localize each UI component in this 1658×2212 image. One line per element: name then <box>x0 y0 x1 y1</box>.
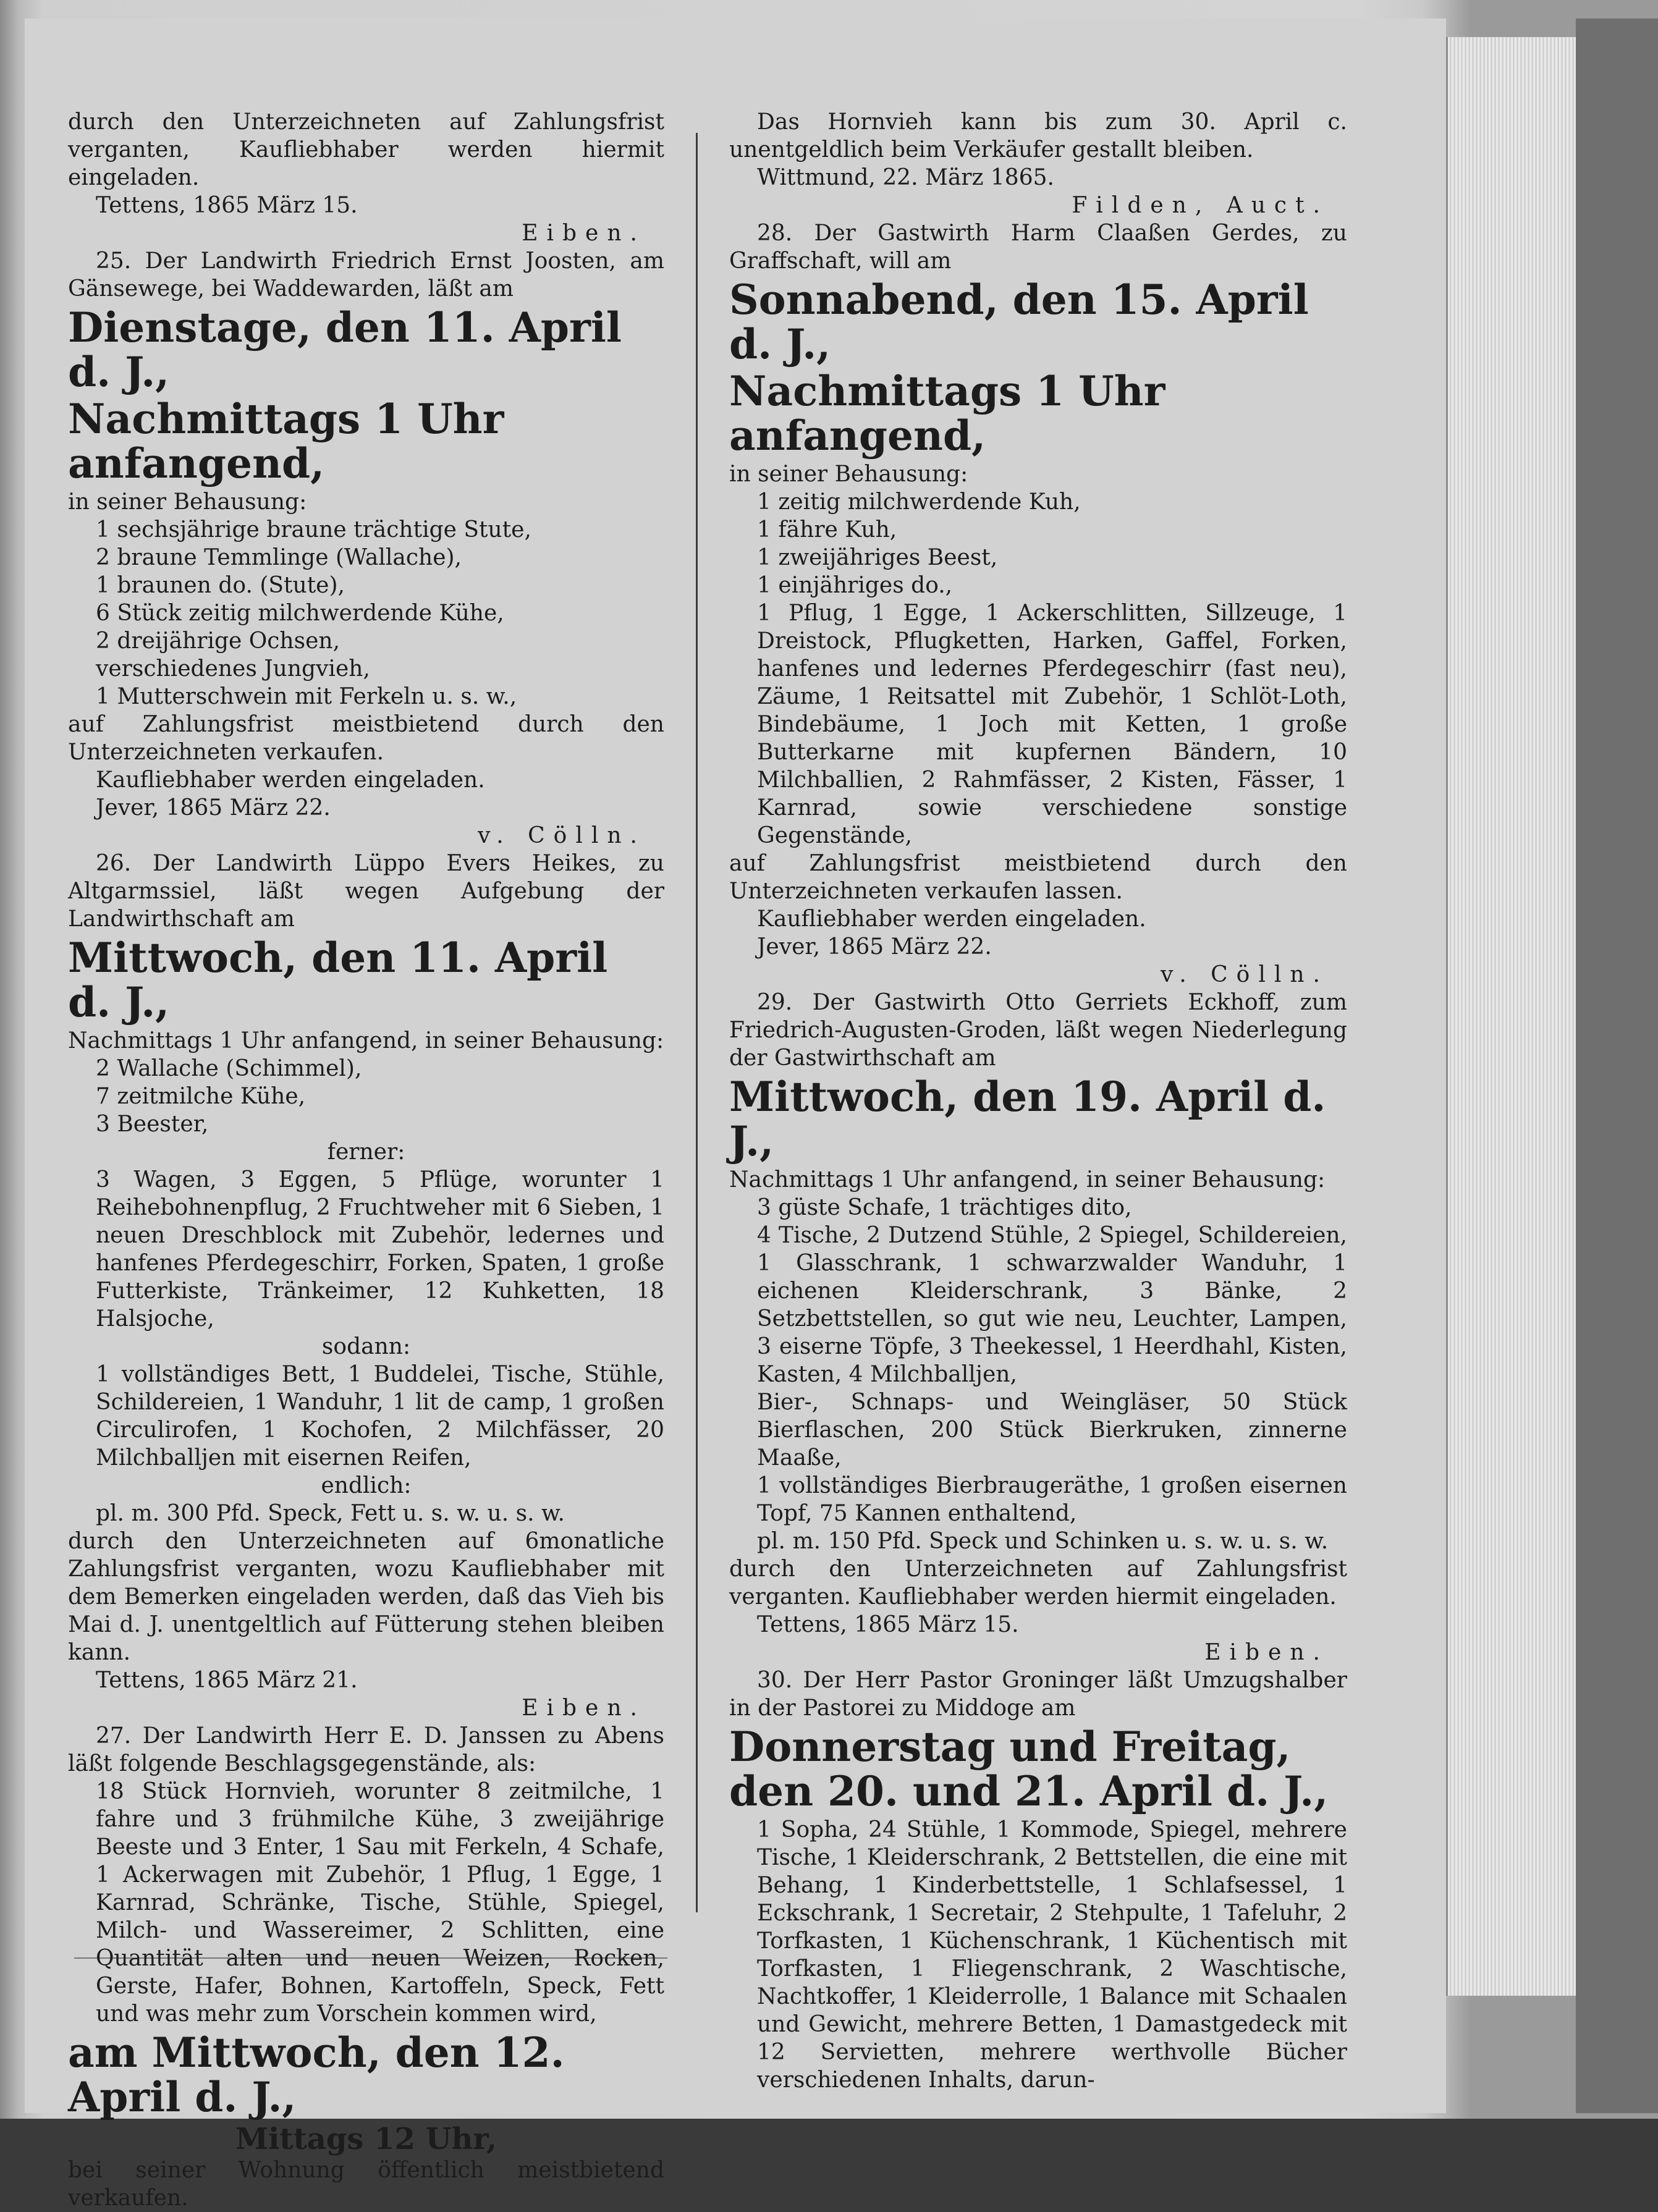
text-line: Tettens, 1865 März 15. <box>96 193 358 218</box>
text-line: 7 zeitmilche Kühe, <box>96 1084 306 1109</box>
text-line: 3 Beester, <box>96 1112 209 1137</box>
notice-intro: 30. Der Herr Pastor Groninger läßt Umzugshalber in der Pastorei zu Middoge am <box>729 1668 1347 1721</box>
text-line: in seiner Behausung: <box>68 489 307 515</box>
text-line: durch den Unterzeichneten auf Zahlungsfrist verganten. Kaufliebhaber werden hiermit eingeladen. <box>729 1556 1347 1610</box>
text-line: 2 dreijährige Ochsen, <box>96 628 340 654</box>
text-line: pl. m. 300 Pfd. Speck, Fett u. s. w. u. s. w. <box>96 1501 565 1526</box>
text-line: 1 zweijähriges Beest, <box>757 545 998 570</box>
section-label: endlich: <box>321 1473 412 1498</box>
text-line: 1 vollständiges Bierbraugeräthe, 1 großen eisernen Topf, 75 Kannen enthaltend, <box>757 1473 1347 1526</box>
date-headline: Mittags 12 Uhr, <box>235 2122 497 2156</box>
text-line: Jever, 1865 März 22. <box>96 795 331 821</box>
notice-intro: 29. Der Gastwirth Otto Gerriets Eckhoff, zum Friedrich-Augusten-Groden, läßt wegen Niederlegung der Gastwirthschaft am <box>729 990 1347 1071</box>
text-line: 3 Wagen, 3 Eggen, 5 Pflüge, worunter 1 Reihebohnenpflug, 2 Fruchtweher mit 6 Sieben, 1 neuen Dreschblock mit Zubehör, ledernes und hanfenes Pferdegeschirr, Forken, Spaten, 1 große Futterkiste, Tränkeimer, 12 Kuhketten, 18 Halsjoche, <box>96 1167 664 1332</box>
text-line: 1 sechsjährige braune trächtige Stute, <box>96 517 531 542</box>
right-column <box>729 108 1347 2094</box>
text-line: verschiedenes Jungvieh, <box>96 656 370 682</box>
date-headline: Donnerstag und Freitag, den 20. und 21. April d. J., <box>729 1723 1329 1815</box>
text-line: 2 braune Temmlinge (Wallache), <box>96 545 462 570</box>
text-line: 6 Stück zeitig milchwerdende Kühe, <box>96 601 504 626</box>
text-line: 18 Stück Hornvieh, worunter 8 zeitmilche, 1 fahre und 3 frühmilche Kühe, 3 zweijährige Beeste und 3 Enter, 1 Sau mit Ferkeln, 4 Schafe, 1 Ackerwagen mit Zubehör, 1 Pflug, 1 Egge, 1 Karnrad, Schränke, Tische, Stühle, Spiegel, Milch- und Wassereimer, 2 Schlitten, eine Quantität alten und neuen Weizen, Rocken, Gerste, Hafer, Bohnen, Kartoffeln, Speck, Fett und was mehr zum Vorschein kommen wird, <box>96 1779 664 2027</box>
date-headline: Mittwoch, den 19. April d. J., <box>729 1073 1326 1165</box>
text-line: 1 vollständiges Bett, 1 Buddelei, Tische, Stühle, Schildereien, 1 Wanduhr, 1 lit de camp, 1 großen Circulirofen, 1 Kochofen, 2 Milchfässer, 20 Milchballjen mit eisernen Reifen, <box>96 1362 664 1471</box>
text-line: Tettens, 1865 März 21. <box>96 1668 358 1693</box>
notice-intro: 28. Der Gastwirth Harm Claaßen Gerdes, zu Graffschaft, will am <box>729 221 1347 274</box>
text-line: 1 fähre Kuh, <box>757 517 897 542</box>
text-line: 2 Wallache (Schimmel), <box>96 1056 362 1081</box>
page-stack-edge <box>1446 37 1578 1996</box>
section-label: sodann: <box>321 1334 411 1359</box>
text-line: 1 Pflug, 1 Egge, 1 Ackerschlitten, Sillzeuge, 1 Dreistock, Pflugketten, Harken, Gaffel, Forken, hanfenes und ledernes Pferdegeschirr (fast neu), Zäume, 1 Reitsattel mit Zubehör, 1 Schlöt-Loth, Bindebäume, 1 Joch mit Ketten, 1 große Butterkarne mit kupfernen Bändern, 10 Milchballien, 2 Rahmfässer, 2 Kisten, Fässer, 1 Karnrad, sowie verschiedene sonstige Gegenstände, <box>757 601 1347 848</box>
text-line: Kaufliebhaber werden eingeladen. <box>757 906 1146 932</box>
date-headline: Sonnabend, den 15. April d. J., <box>729 276 1309 368</box>
text-line: Tettens, 1865 März 15. <box>757 1612 1019 1637</box>
date-headline: am Mittwoch, den 12. April d. J., <box>68 2028 565 2121</box>
column-divider <box>696 133 698 1912</box>
book-cover <box>1576 19 1658 2113</box>
left-column <box>68 108 664 2212</box>
text-line: 4 Tische, 2 Dutzend Stühle, 2 Spiegel, Schildereien, 1 Glasschrank, 1 schwarzwalder Wanduhr, 1 eichenen Kleiderschrank, 3 Bänke, 2 Setzbettstellen, so gut wie neu, Leuchter, Lampen, 3 eiserne Töpfe, 3 Theekessel, 1 Heerdhahl, Kisten, Kasten, 4 Milchballjen, <box>757 1223 1347 1387</box>
notice-intro: 26. Der Landwirth Lüppo Evers Heikes, zu Altgarmssiel, läßt wegen Aufgebung der Landwirthschaft am <box>68 851 664 932</box>
signature: v. Cölln. <box>1161 962 1329 987</box>
text-line: Bier-, Schnaps- und Weingläser, 50 Stück Bierflaschen, 200 Stück Bierkruken, zinnerne Maaße, <box>757 1390 1347 1471</box>
text-line: durch den Unterzeichneten auf 6monatliche Zahlungsfrist verganten, wozu Kaufliebhaber mit dem Bemerken eingeladen werden, daß das Vieh bis Mai d. J. unentgeltlich auf Fütterung stehen bleiben kann. <box>68 1529 664 1665</box>
notice-intro: 25. Der Landwirth Friedrich Ernst Joosten, am Gänsewege, bei Waddewarden, läßt am <box>68 248 664 302</box>
date-headline: Dienstage, den 11. April d. J., <box>68 303 622 396</box>
text-line: Das Hornvieh kann bis zum 30. April c. unentgeldlich beim Verkäufer gestallt bleiben. <box>729 109 1347 163</box>
signature: Eiben. <box>522 1695 646 1721</box>
date-headline: Mittwoch, den 11. April d. J., <box>68 934 608 1026</box>
text-line: Kaufliebhaber werden eingeladen. <box>96 767 485 793</box>
text-line: 1 einjähriges do., <box>757 573 953 598</box>
text-line: durch den Unterzeichneten auf Zahlungsfrist verganten, Kaufliebhaber werden hiermit eingeladen. <box>68 109 664 190</box>
date-headline: Nachmittags 1 Uhr anfangend, <box>729 367 1165 460</box>
date-headline: Nachmittags 1 Uhr anfangend, <box>68 395 504 488</box>
notice-intro: 27. Der Landwirth Herr E. D. Janssen zu Abens läßt folgende Beschlagsgegenstände, als: <box>68 1723 664 1776</box>
section-label: ferner: <box>327 1139 405 1165</box>
text-line: 1 Mutterschwein mit Ferkeln u. s. w., <box>96 684 517 709</box>
text-line: bei seiner Wohnung öffentlich meistbietend verkaufen. <box>68 2158 664 2211</box>
text-line: 3 güste Schafe, 1 trächtiges dito, <box>757 1195 1132 1220</box>
text-line: Nachmittags 1 Uhr anfangend, in seiner Behausung: <box>729 1167 1326 1193</box>
text-line: Jever, 1865 März 22. <box>757 934 992 960</box>
text-line: pl. m. 150 Pfd. Speck und Schinken u. s. w. u. s. w. <box>757 1529 1329 1554</box>
signature: Eiben. <box>522 221 646 246</box>
text-line: auf Zahlungsfrist meistbietend durch den Unterzeichneten verkaufen. <box>68 712 664 765</box>
text-line: in seiner Behausung: <box>729 462 968 487</box>
signature: Filden, Auct. <box>1072 193 1329 218</box>
text-line: Wittmund, 22. März 1865. <box>757 165 1054 190</box>
text-line: 1 braunen do. (Stute), <box>96 573 345 598</box>
text-line: auf Zahlungsfrist meistbietend durch den Unterzeichneten verkaufen lassen. <box>729 851 1347 904</box>
text-line: 1 zeitig milchwerdende Kuh, <box>757 489 1081 515</box>
signature: v. Cölln. <box>478 823 646 848</box>
text-line: Nachmittags 1 Uhr anfangend, in seiner Behausung: <box>68 1028 664 1053</box>
signature: Eiben. <box>1204 1640 1329 1665</box>
text-line: 1 Sopha, 24 Stühle, 1 Kommode, Spiegel, mehrere Tische, 1 Kleiderschrank, 2 Bettstellen, die eine mit Behang, 1 Kinderbettstelle, 1 Schlafsessel, 1 Eckschrank, 1 Secretair, 2 Stehpulte, 1 Tafeluhr, 2 Torfkasten, 1 Küchenschrank, 1 Küchentisch mit Torfkasten, 1 Fliegenschrank, 2 Waschtische, Nachtkoffer, 1 Kleiderrolle, 1 Balance mit Schaalen und Gewicht, mehrere Betten, 1 Damastgedeck mit 12 Servietten, mehrere werthvolle Bücher verschiedenen Inhalts, darun- <box>757 1817 1347 2093</box>
